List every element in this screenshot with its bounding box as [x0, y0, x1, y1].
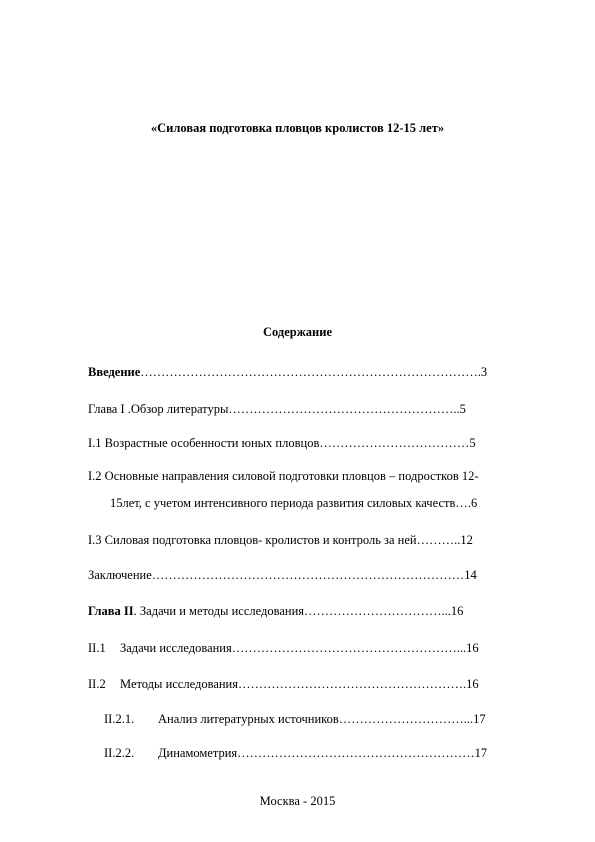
toc-item-label: I.3 Силовая подготовка пловцов- кролистов и контроль за ней	[88, 533, 417, 547]
toc-leader-dots: ………..	[416, 533, 461, 547]
toc-leader-dots: …………………………...	[338, 712, 474, 726]
toc-item-introduction[interactable]	[88, 365, 487, 380]
toc-item-section-1-1[interactable]	[88, 436, 476, 451]
toc-page-number: 6	[470, 496, 478, 510]
toc-item-number: II.2	[88, 677, 106, 691]
document-footer: Москва - 2015	[259, 794, 336, 808]
toc-item-label: . Задачи и методы исследования	[133, 604, 305, 618]
toc-item-section-2-2-1[interactable]	[104, 712, 486, 727]
toc-item-section-2-1[interactable]	[88, 641, 479, 656]
toc-page-number: 17	[473, 712, 486, 726]
toc-leader-dots: ….	[455, 496, 471, 510]
toc-item-label: Задачи исследования	[120, 641, 232, 655]
toc-page-number: 5	[459, 402, 466, 416]
toc-leader-dots: ………………………………	[319, 436, 470, 450]
toc-page-number: 16	[466, 641, 479, 655]
toc-leader-dots: ………………………………………………...	[231, 641, 467, 655]
toc-leader-dots: …………………………………………………………………	[151, 568, 465, 582]
toc-leader-dots: …………………………………………………	[237, 746, 475, 760]
toc-item-label: Динамометрия	[158, 746, 238, 760]
toc-page-number: 5	[469, 436, 476, 450]
toc-leader-dots: ……………………………...	[304, 604, 451, 618]
toc-page-number: 16	[466, 677, 479, 691]
toc-item-chapter-2[interactable]	[88, 604, 463, 619]
toc-leader-dots: ……………………………………………………………………….	[140, 365, 481, 379]
toc-item-label: I.1 Возрастные особенности юных пловцов	[88, 436, 320, 450]
toc-item-section-1-3[interactable]	[88, 533, 473, 548]
toc-page-number: 14	[464, 568, 477, 582]
toc-item-chapter-1[interactable]	[88, 402, 466, 417]
toc-item-label: I.2 Основные направления силовой подготовки пловцов – подростков 12-	[88, 469, 479, 483]
toc-page-number: 3	[480, 365, 488, 379]
toc-item-label: Введение	[88, 365, 141, 379]
document-title: «Силовая подготовка пловцов кролистов 12-15 лет»	[150, 121, 445, 135]
toc-item-section-1-2[interactable]	[88, 469, 479, 484]
toc-item-section-2-2[interactable]	[88, 677, 479, 692]
toc-item-number: II.2.2.	[104, 746, 135, 760]
toc-item-section-2-2-2[interactable]	[104, 746, 487, 761]
toc-item-label-bold: Глава II	[88, 604, 134, 618]
toc-page-number: 12	[460, 533, 473, 547]
toc-item-conclusion[interactable]	[88, 568, 477, 583]
toc-item-label: Глава I .Обзор литературы	[88, 402, 229, 416]
toc-item-number: II.2.1.	[104, 712, 135, 726]
toc-item-number: II.1	[88, 641, 106, 655]
toc-item-label: 15лет, с учетом интенсивного периода развития силовых качеств	[110, 496, 456, 510]
toc-item-section-1-2-continued[interactable]	[110, 496, 477, 511]
toc-item-label: Анализ литературных источников	[158, 712, 339, 726]
toc-leader-dots: ………………………………………………..	[228, 402, 460, 416]
toc-heading: Содержание	[262, 325, 332, 339]
toc-page-number: 17	[474, 746, 488, 760]
toc-item-label: Заключение	[88, 568, 152, 582]
toc-leader-dots: ……………………………………………….	[238, 677, 467, 691]
toc-item-label: Методы исследования	[120, 677, 238, 691]
toc-page-number: 16	[450, 604, 464, 618]
